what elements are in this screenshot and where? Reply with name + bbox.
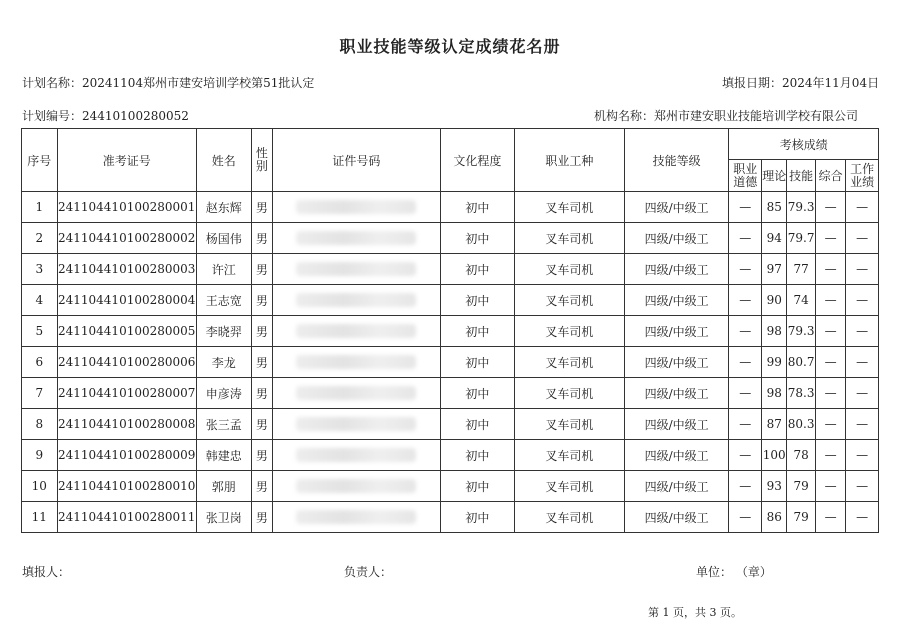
- cell-seq: 8: [22, 409, 58, 440]
- cell-theory: 87: [762, 409, 787, 440]
- cell-job: 叉车司机: [515, 409, 625, 440]
- cell-name: 王志宽: [196, 285, 251, 316]
- table-row: [22, 471, 879, 502]
- cell-id-redacted: [273, 254, 441, 285]
- cell-gender: 男: [251, 285, 272, 316]
- cell-theory: 93: [762, 471, 787, 502]
- cell-gender: 男: [251, 378, 272, 409]
- table-row: [22, 378, 879, 409]
- cell-level: 四级/中级工: [624, 285, 729, 316]
- cell-ticket: 241104410100280006: [57, 347, 196, 378]
- page-indicator: 第 1 页，共 3 页。: [648, 606, 742, 619]
- cell-theory: 85: [762, 192, 787, 223]
- cell-theory: 98: [762, 316, 787, 347]
- header-id: 证件号码: [273, 129, 441, 192]
- cell-theory: 97: [762, 254, 787, 285]
- cell-ethics: —: [729, 378, 762, 409]
- cell-gender: 男: [251, 316, 272, 347]
- header-level: 技能等级: [624, 129, 729, 192]
- cell-work: —: [846, 316, 879, 347]
- cell-level: 四级/中级工: [624, 471, 729, 502]
- cell-seq: 7: [22, 378, 58, 409]
- cell-id-redacted: [273, 316, 441, 347]
- header-overall: 综合: [815, 160, 845, 192]
- cell-overall: —: [815, 409, 845, 440]
- cell-work: —: [846, 192, 879, 223]
- cell-skill: 79.3: [787, 192, 815, 223]
- cell-gender: 男: [251, 192, 272, 223]
- cell-ethics: —: [729, 471, 762, 502]
- header-work: [846, 160, 879, 192]
- cell-edu: 初中: [440, 347, 514, 378]
- cell-gender: 男: [251, 223, 272, 254]
- cell-seq: 2: [22, 223, 58, 254]
- header-gender: [251, 129, 272, 192]
- redaction-blur: [296, 200, 416, 214]
- cell-ticket: 241104410100280008: [57, 409, 196, 440]
- cell-edu: 初中: [440, 409, 514, 440]
- cell-theory: 98: [762, 378, 787, 409]
- cell-job: 叉车司机: [515, 502, 625, 533]
- cell-ticket: 241104410100280007: [57, 378, 196, 409]
- cell-job: 叉车司机: [515, 471, 625, 502]
- cell-skill: 79: [787, 502, 815, 533]
- cell-job: 叉车司机: [515, 285, 625, 316]
- cell-job: 叉车司机: [515, 192, 625, 223]
- cell-level: 四级/中级工: [624, 192, 729, 223]
- cell-id-redacted: [273, 192, 441, 223]
- cell-gender: 男: [251, 254, 272, 285]
- cell-edu: 初中: [440, 316, 514, 347]
- header-job: 职业工种: [515, 129, 625, 192]
- filler-label: 填报人：: [22, 565, 71, 579]
- header-seq: 序号: [22, 129, 58, 192]
- cell-skill: 78: [787, 440, 815, 471]
- cell-id-redacted: [273, 440, 441, 471]
- roster-body: [22, 192, 879, 533]
- cell-id-redacted: [273, 347, 441, 378]
- cell-overall: —: [815, 192, 845, 223]
- cell-theory: 99: [762, 347, 787, 378]
- fill-date: 填报日期：2024年11月04日: [722, 76, 880, 90]
- header-edu: 文化程度: [440, 129, 514, 192]
- cell-seq: 11: [22, 502, 58, 533]
- cell-ethics: —: [729, 502, 762, 533]
- cell-edu: 初中: [440, 471, 514, 502]
- cell-theory: 100: [762, 440, 787, 471]
- table-row: [22, 502, 879, 533]
- cell-id-redacted: [273, 409, 441, 440]
- cell-seq: 9: [22, 440, 58, 471]
- redaction-blur: [296, 448, 416, 462]
- cell-overall: —: [815, 378, 845, 409]
- cell-name: 赵东辉: [196, 192, 251, 223]
- cell-id-redacted: [273, 502, 441, 533]
- cell-ticket: 241104410100280004: [57, 285, 196, 316]
- cell-overall: —: [815, 254, 845, 285]
- cell-level: 四级/中级工: [624, 316, 729, 347]
- header-theory: 理论: [762, 160, 787, 192]
- cell-ticket: 241104410100280009: [57, 440, 196, 471]
- cell-job: 叉车司机: [515, 254, 625, 285]
- table-row: [22, 192, 879, 223]
- cell-edu: 初中: [440, 254, 514, 285]
- cell-work: —: [846, 409, 879, 440]
- header-gender-label: 性别: [255, 146, 268, 173]
- document-title: 职业技能等级认定成绩花名册: [339, 37, 561, 56]
- header-ethics-label: 职业道德: [733, 161, 758, 189]
- cell-job: 叉车司机: [515, 223, 625, 254]
- cell-work: —: [846, 471, 879, 502]
- header-work-label: 工作业绩: [850, 161, 875, 189]
- table-row: [22, 223, 879, 254]
- cell-ticket: 241104410100280003: [57, 254, 196, 285]
- cell-gender: 男: [251, 440, 272, 471]
- header-skill: 技能: [787, 160, 815, 192]
- redaction-blur: [296, 293, 416, 307]
- header-ethics: [729, 160, 762, 192]
- cell-seq: 3: [22, 254, 58, 285]
- cell-edu: 初中: [440, 440, 514, 471]
- table-row: [22, 285, 879, 316]
- cell-skill: 74: [787, 285, 815, 316]
- cell-theory: 94: [762, 223, 787, 254]
- cell-name: 郭朋: [196, 471, 251, 502]
- table-row: [22, 347, 879, 378]
- cell-ethics: —: [729, 192, 762, 223]
- cell-job: 叉车司机: [515, 316, 625, 347]
- cell-gender: 男: [251, 502, 272, 533]
- cell-skill: 79: [787, 471, 815, 502]
- cell-work: —: [846, 502, 879, 533]
- cell-job: 叉车司机: [515, 347, 625, 378]
- cell-seq: 5: [22, 316, 58, 347]
- redaction-blur: [296, 479, 416, 493]
- cell-ticket: 241104410100280001: [57, 192, 196, 223]
- cell-edu: 初中: [440, 378, 514, 409]
- cell-name: 张卫岗: [196, 502, 251, 533]
- cell-id-redacted: [273, 285, 441, 316]
- cell-seq: 6: [22, 347, 58, 378]
- cell-skill: 80.7: [787, 347, 815, 378]
- cell-overall: —: [815, 502, 845, 533]
- score-roster-table: [21, 128, 879, 533]
- redaction-blur: [296, 324, 416, 338]
- cell-id-redacted: [273, 471, 441, 502]
- cell-job: 叉车司机: [515, 378, 625, 409]
- organization-name: 机构名称：郑州市建安职业技能培训学校有限公司: [594, 109, 859, 123]
- cell-name: 申彦涛: [196, 378, 251, 409]
- cell-overall: —: [815, 285, 845, 316]
- cell-level: 四级/中级工: [624, 409, 729, 440]
- cell-overall: —: [815, 471, 845, 502]
- cell-skill: 79.7: [787, 223, 815, 254]
- cell-ticket: 241104410100280010: [57, 471, 196, 502]
- cell-ethics: —: [729, 285, 762, 316]
- cell-theory: 86: [762, 502, 787, 533]
- cell-skill: 80.3: [787, 409, 815, 440]
- cell-level: 四级/中级工: [624, 440, 729, 471]
- cell-seq: 4: [22, 285, 58, 316]
- cell-overall: —: [815, 316, 845, 347]
- cell-overall: —: [815, 347, 845, 378]
- cell-ticket: 241104410100280005: [57, 316, 196, 347]
- unit-seal-label: 单位： （章）: [696, 565, 772, 579]
- cell-level: 四级/中级工: [624, 347, 729, 378]
- cell-id-redacted: [273, 378, 441, 409]
- cell-ethics: —: [729, 316, 762, 347]
- cell-work: —: [846, 285, 879, 316]
- cell-overall: —: [815, 223, 845, 254]
- cell-ticket: 241104410100280011: [57, 502, 196, 533]
- cell-ethics: —: [729, 347, 762, 378]
- table-row: [22, 409, 879, 440]
- cell-name: 李晓羿: [196, 316, 251, 347]
- cell-work: —: [846, 347, 879, 378]
- header-ticket: 准考证号: [57, 129, 196, 192]
- cell-gender: 男: [251, 347, 272, 378]
- redaction-blur: [296, 386, 416, 400]
- redaction-blur: [296, 417, 416, 431]
- cell-ethics: —: [729, 254, 762, 285]
- cell-gender: 男: [251, 471, 272, 502]
- cell-work: —: [846, 378, 879, 409]
- plan-name: 计划名称：20241104郑州市建安培训学校第51批认定: [22, 76, 315, 90]
- cell-ethics: —: [729, 409, 762, 440]
- redaction-blur: [296, 262, 416, 276]
- cell-gender: 男: [251, 409, 272, 440]
- cell-name: 许江: [196, 254, 251, 285]
- cell-edu: 初中: [440, 223, 514, 254]
- cell-name: 张三孟: [196, 409, 251, 440]
- table-row: [22, 254, 879, 285]
- redaction-blur: [296, 231, 416, 245]
- redaction-blur: [296, 510, 416, 524]
- cell-ethics: —: [729, 223, 762, 254]
- cell-name: 杨国伟: [196, 223, 251, 254]
- cell-job: 叉车司机: [515, 440, 625, 471]
- cell-skill: 78.3: [787, 378, 815, 409]
- cell-ticket: 241104410100280002: [57, 223, 196, 254]
- table-row: [22, 440, 879, 471]
- header-name: 姓名: [196, 129, 251, 192]
- cell-level: 四级/中级工: [624, 502, 729, 533]
- cell-name: 韩建忠: [196, 440, 251, 471]
- cell-seq: 10: [22, 471, 58, 502]
- cell-level: 四级/中级工: [624, 223, 729, 254]
- responsible-label: 负责人：: [344, 565, 393, 579]
- cell-name: 李龙: [196, 347, 251, 378]
- cell-skill: 79.3: [787, 316, 815, 347]
- cell-work: —: [846, 223, 879, 254]
- table-row: [22, 316, 879, 347]
- cell-seq: 1: [22, 192, 58, 223]
- plan-number: 计划编号：24410100280052: [22, 109, 189, 123]
- cell-id-redacted: [273, 223, 441, 254]
- cell-edu: 初中: [440, 285, 514, 316]
- cell-work: —: [846, 254, 879, 285]
- cell-edu: 初中: [440, 192, 514, 223]
- cell-edu: 初中: [440, 502, 514, 533]
- cell-level: 四级/中级工: [624, 254, 729, 285]
- redaction-blur: [296, 355, 416, 369]
- cell-level: 四级/中级工: [624, 378, 729, 409]
- cell-overall: —: [815, 440, 845, 471]
- cell-skill: 77: [787, 254, 815, 285]
- header-scores: 考核成绩: [729, 129, 879, 160]
- cell-work: —: [846, 440, 879, 471]
- cell-ethics: —: [729, 440, 762, 471]
- cell-theory: 90: [762, 285, 787, 316]
